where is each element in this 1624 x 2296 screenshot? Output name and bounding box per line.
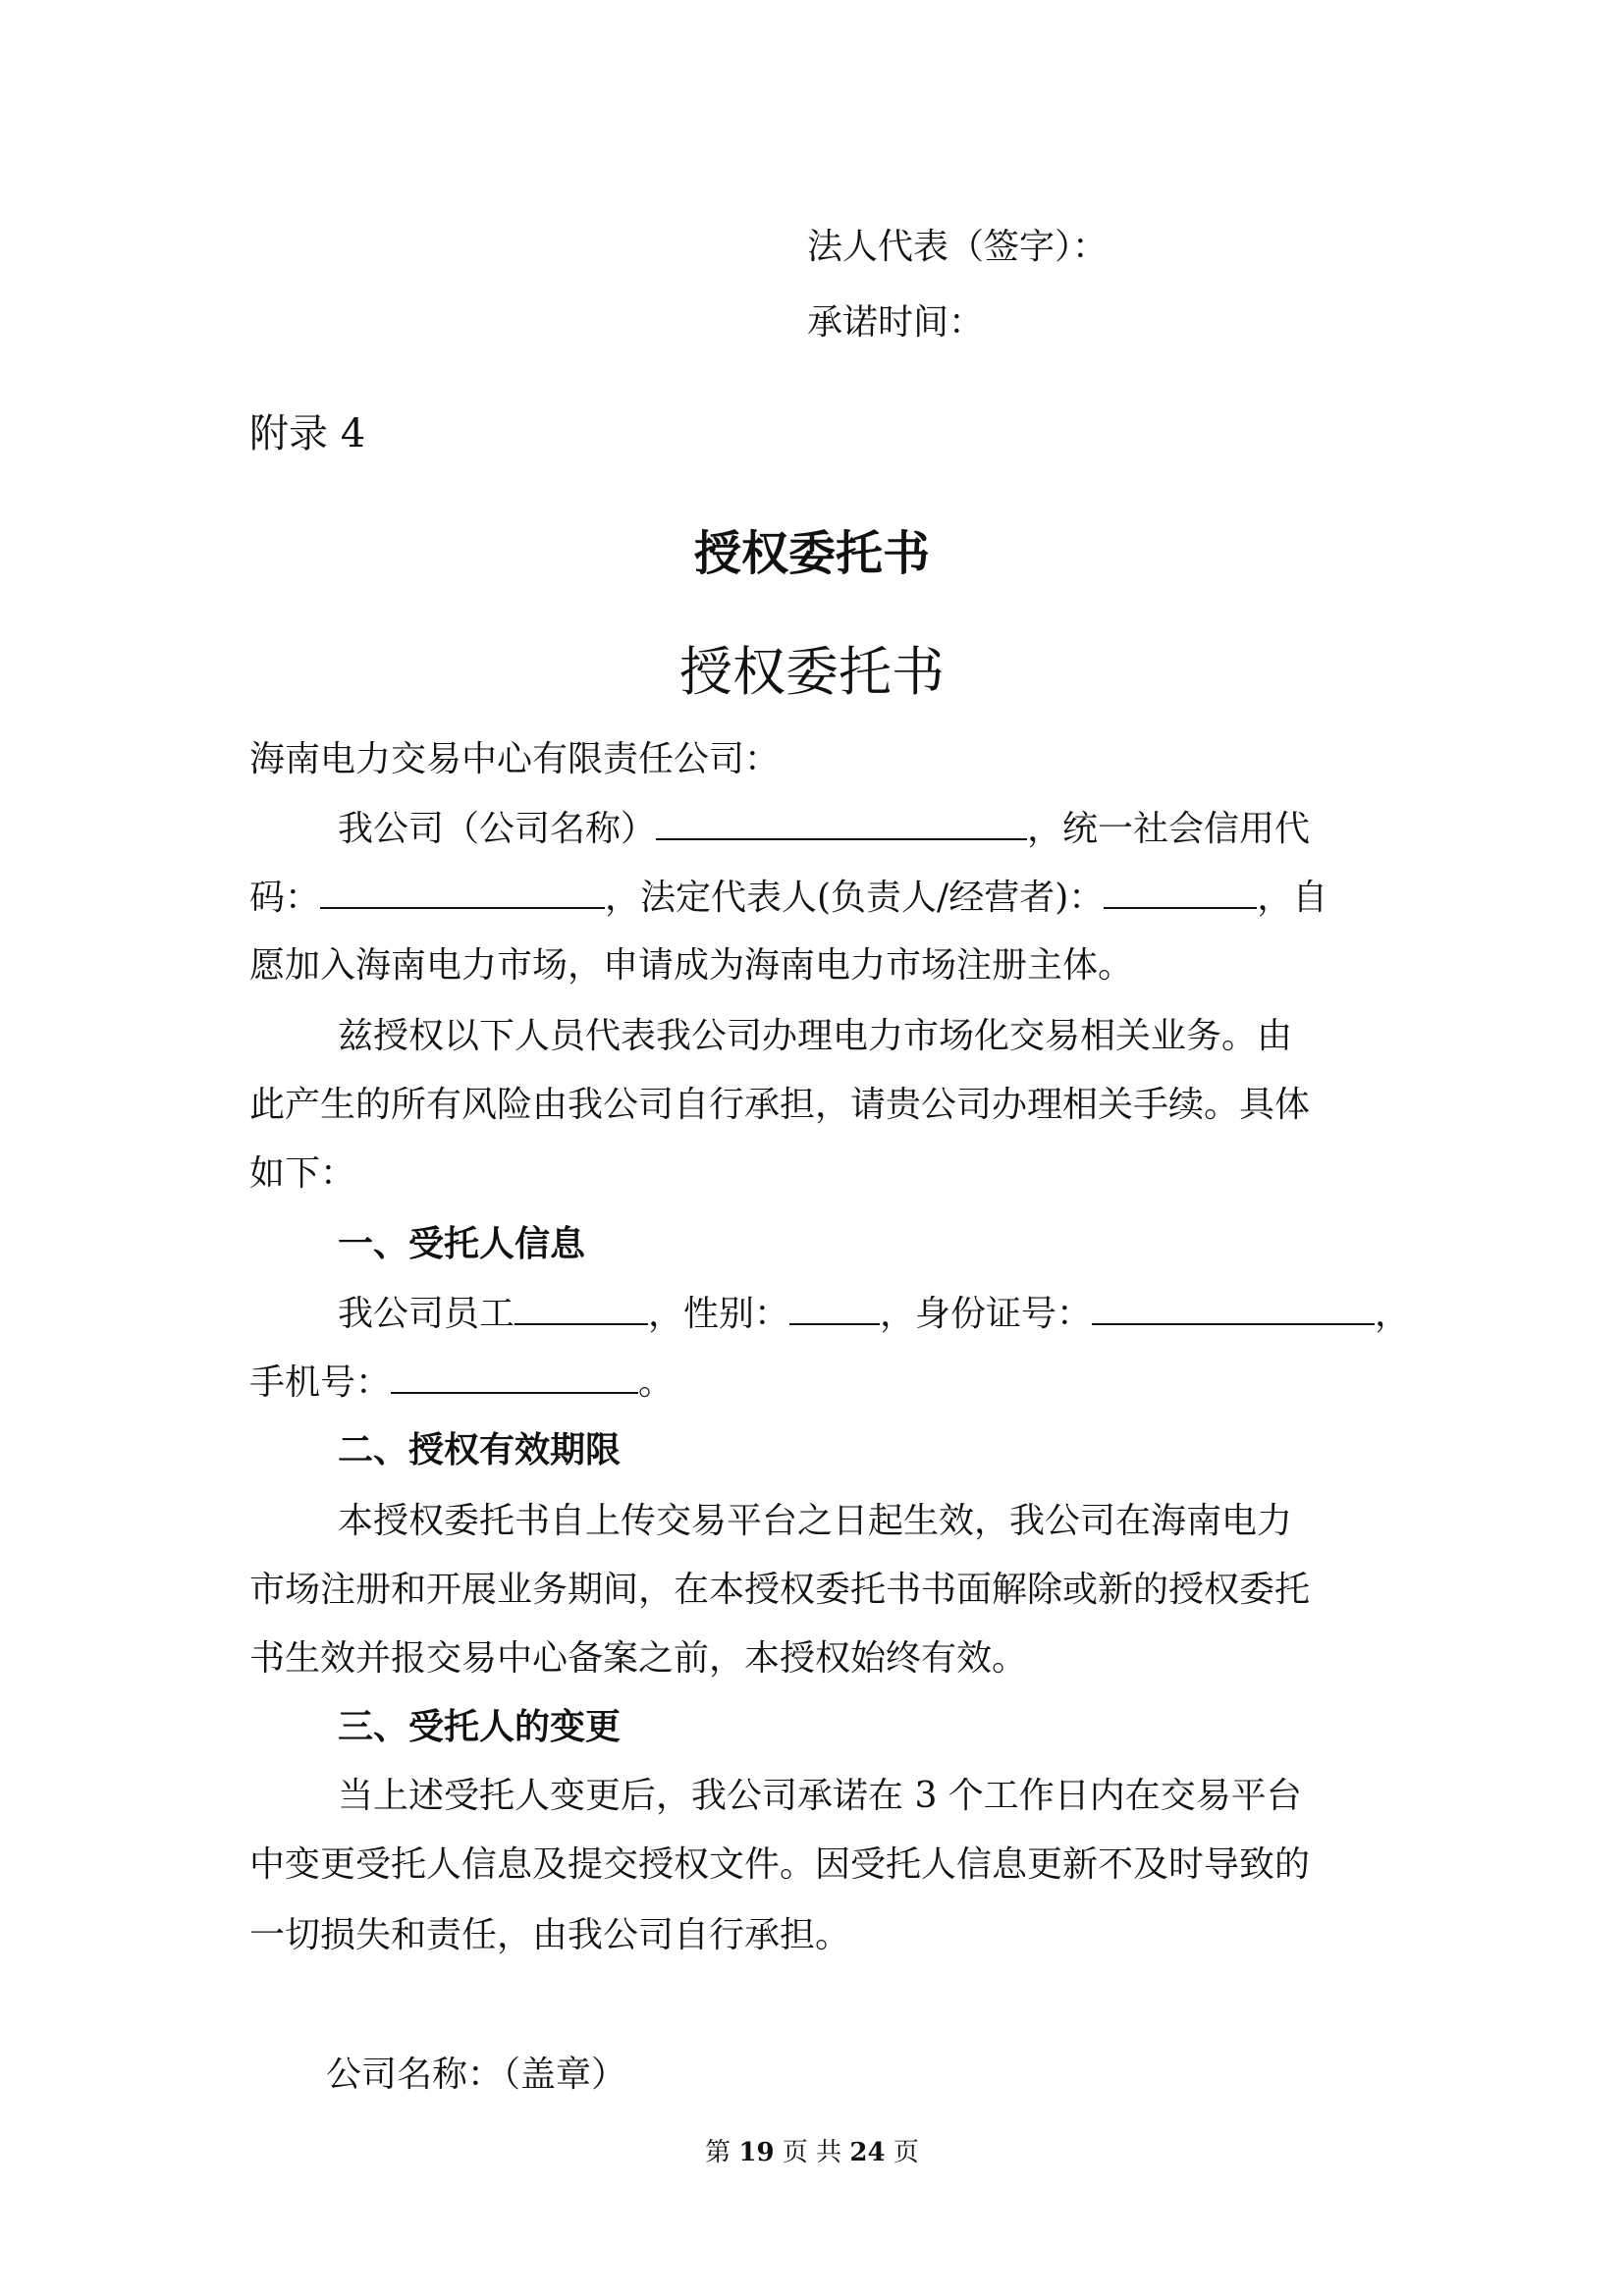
legal-representative-blank[interactable] <box>1104 874 1257 909</box>
para2-line3: 如下： <box>249 1153 356 1194</box>
credit-code-blank[interactable] <box>320 874 605 909</box>
para2-line2: 此产生的所有风险由我公司自行承担，请贵公司办理相关手续。具体 <box>249 1085 1311 1125</box>
phone-number-blank[interactable] <box>391 1359 638 1394</box>
section1-heading: 一、受托人信息 <box>338 1224 586 1264</box>
commit-time-label: 承诺时间： <box>807 302 985 343</box>
section3-line1: 当上述受托人变更后，我公司承诺在 3 个工作日内在交易平台 <box>338 1776 1302 1816</box>
section1-text: ，性别： <box>648 1294 790 1334</box>
section3-heading: 三、受托人的变更 <box>338 1707 622 1747</box>
id-number-blank[interactable] <box>1092 1290 1375 1325</box>
section1-text: 我公司员工 <box>338 1294 515 1334</box>
para1-line2 <box>249 874 1327 922</box>
company-name-blank[interactable] <box>656 805 1027 840</box>
addressee: 海南电力交易中心有限责任公司： <box>249 739 781 779</box>
para1-text: 我公司（公司名称） <box>338 809 657 849</box>
document-title: 授权委托书 <box>693 526 930 581</box>
para1-text: ，法定代表人(负责人/经营者)： <box>605 878 1105 918</box>
footer-middle: 页 共 <box>782 2138 842 2167</box>
section1-line2 <box>249 1359 674 1407</box>
total-page-number: 24 <box>849 2138 886 2167</box>
section1-text: ，身份证号： <box>880 1294 1093 1334</box>
section1-text: 。 <box>638 1362 675 1403</box>
gender-blank[interactable] <box>789 1290 880 1325</box>
footer-prefix: 第 <box>705 2138 731 2167</box>
para1-line3: 愿加入海南电力市场，申请成为海南电力市场注册主体。 <box>249 945 1134 986</box>
section2-line1: 本授权委托书自上传交易平台之日起生效，我公司在海南电力 <box>338 1501 1293 1541</box>
section1-text: 手机号： <box>249 1362 392 1403</box>
para1-text: ，统一社会信用代 <box>1027 809 1311 849</box>
current-page-number: 19 <box>738 2138 775 2167</box>
para1-text: 码： <box>249 878 321 918</box>
company-seal-label: 公司名称：（盖章） <box>326 2055 627 2095</box>
footer-suffix: 页 <box>893 2138 919 2167</box>
section3-line2: 中变更受托人信息及提交授权文件。因受托人信息更新不及时导致的 <box>249 1844 1311 1885</box>
appendix-label: 附录 4 <box>249 411 366 456</box>
section1-text: ， <box>1375 1294 1411 1334</box>
employee-name-blank[interactable] <box>514 1290 648 1325</box>
para1-text: ，自 <box>1257 878 1328 918</box>
page-footer <box>0 2136 1624 2169</box>
section1-line1 <box>338 1290 1410 1338</box>
para1-line1 <box>338 805 1310 853</box>
section2-line3: 书生效并报交易中心备案之前，本授权始终有效。 <box>249 1638 1028 1679</box>
legal-rep-signature-label: 法人代表（签字）： <box>807 227 1109 267</box>
document-title-repeat: 授权委托书 <box>679 641 945 703</box>
section2-heading: 二、授权有效期限 <box>338 1430 622 1470</box>
section2-line2: 市场注册和开展业务期间，在本授权委托书书面解除或新的授权委托 <box>249 1570 1311 1610</box>
para2-line1: 兹授权以下人员代表我公司办理电力市场化交易相关业务。由 <box>338 1016 1293 1056</box>
section3-line3: 一切损失和责任，由我公司自行承担。 <box>249 1915 851 1955</box>
